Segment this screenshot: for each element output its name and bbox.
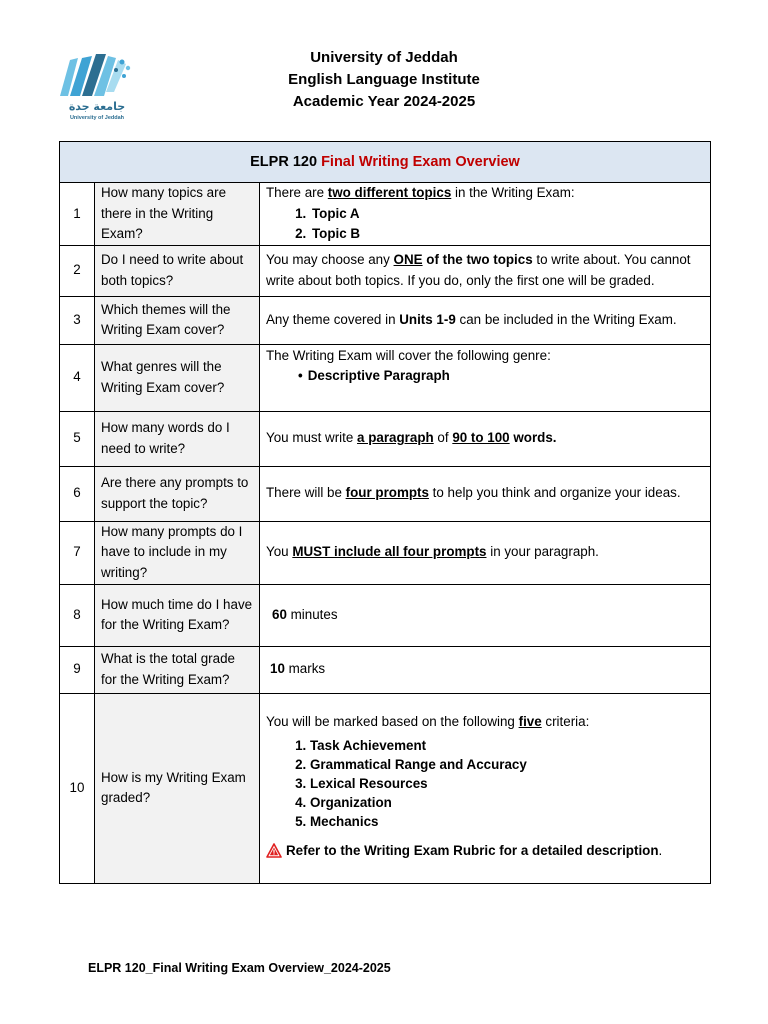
row-number: 6 (60, 466, 95, 521)
page-footer: ELPR 120_Final Writing Exam Overview_2024-2025 (88, 961, 391, 975)
list-item: 5. Mechanics (310, 812, 704, 831)
row-answer (260, 344, 711, 411)
row-question: How is my Writing Exam graded? (95, 693, 260, 883)
list-item: 2. Grammatical Range and Accuracy (310, 755, 704, 774)
row-question: Do I need to write about both topics? (95, 245, 260, 296)
answer-emphasis: a paragraph (357, 430, 434, 446)
row-answer (260, 183, 711, 246)
table-row (60, 466, 711, 521)
answer-emphasis: four prompts (345, 485, 429, 501)
row-answer (260, 466, 711, 521)
row-answer (260, 521, 711, 584)
answer-emphasis: MUST include all four prompts (292, 544, 487, 560)
answer-text: of (433, 430, 453, 446)
header-academic-year: Academic Year 2024-2025 (292, 93, 476, 110)
row-number: 7 (60, 521, 95, 584)
table-row (60, 183, 711, 246)
list-item: 1. Task Achievement (310, 736, 704, 755)
exam-overview-table (59, 141, 711, 884)
row-answer (260, 646, 711, 693)
row-answer (260, 296, 711, 344)
row-number: 3 (60, 296, 95, 344)
row-number: 9 (60, 646, 95, 693)
row-question: What genres will the Writing Exam cover? (95, 344, 260, 411)
answer-emphasis: five (518, 713, 542, 729)
answer-text: can be included in the Writing Exam. (455, 311, 677, 327)
answer-text: . (658, 843, 663, 858)
row-question: Are there any prompts to support the topic? (95, 466, 260, 521)
row-question: How many words do I need to write? (95, 411, 260, 466)
answer-bold: of the two topics (422, 252, 533, 267)
row-number: 8 (60, 584, 95, 646)
list-item: 2. Topic B (310, 224, 704, 245)
row-number: 1 (60, 183, 95, 246)
answer-emphasis: 90 to 100 (452, 430, 510, 446)
list-item: 1. Topic A (310, 204, 704, 225)
answer-text: There are (266, 185, 328, 200)
answer-text: You (266, 544, 293, 560)
answer-text: The Writing Exam will cover the following genre: (266, 347, 551, 363)
table-row (60, 693, 711, 883)
answer-bold: 60 (272, 606, 287, 622)
row-answer (260, 411, 711, 466)
genre-list (266, 366, 704, 387)
row-question: How many prompts do I have to include in my writing? (95, 521, 260, 584)
row-question: Which themes will the Writing Exam cover? (95, 296, 260, 344)
row-question: How many topics are there in the Writing Exam? (95, 183, 260, 246)
row-number: 5 (60, 411, 95, 466)
answer-text: in your paragraph. (486, 544, 599, 560)
answer-emphasis: two different topics (327, 185, 452, 200)
table-title-highlight: Final Writing Exam Overview (321, 153, 520, 170)
table-row (60, 344, 711, 411)
row-answer (260, 693, 711, 883)
rubric-note (266, 841, 704, 865)
table-row (60, 245, 711, 296)
answer-bold: words. (509, 430, 557, 446)
logo-arabic-text: جامعة جدة (68, 100, 126, 113)
list-item: • Descriptive Paragraph (298, 366, 704, 387)
answer-text: You must write (266, 430, 358, 446)
table-title (60, 142, 711, 183)
answer-text: to help you think and organize your ideas. (428, 485, 681, 501)
answer-text: There will be (266, 485, 346, 501)
row-number: 4 (60, 344, 95, 411)
list-item: 3. Lexical Resources (310, 774, 704, 793)
table-row (60, 411, 711, 466)
answer-text: in the Writing Exam: (451, 185, 575, 200)
row-answer (260, 584, 711, 646)
header-institute: English Language Institute (288, 71, 480, 88)
row-question: What is the total grade for the Writing Exam? (95, 646, 260, 693)
answer-bold: 10 (270, 661, 285, 677)
row-question: How much time do I have for the Writing Exam? (95, 584, 260, 646)
answer-emphasis: ONE (393, 252, 423, 267)
list-item: 4. Organization (310, 793, 704, 812)
answer-text: You may choose any (266, 252, 394, 267)
table-title-row (60, 142, 711, 183)
rubric-note-text: Refer to the Writing Exam Rubric for a detailed description (286, 843, 659, 858)
answer-text: to write about. You cannot write about both topics. If you do, only the first one will be graded. (266, 252, 691, 288)
table-title-prefix: ELPR 120 (250, 153, 322, 170)
table-row (60, 296, 711, 344)
table-row (60, 521, 711, 584)
answer-text: Any theme covered in (266, 311, 400, 327)
row-number: 10 (60, 693, 95, 883)
table-row (60, 584, 711, 646)
criteria-list (266, 736, 704, 831)
answer-text: criteria: (541, 713, 590, 729)
header-university: University of Jeddah (310, 49, 458, 66)
row-number: 2 (60, 245, 95, 296)
answer-text: minutes (286, 606, 338, 622)
row-answer (260, 245, 711, 296)
logo-english-text: University of Jeddah (69, 115, 125, 121)
document-header (0, 47, 768, 113)
warning-icon (266, 843, 282, 865)
table-row (60, 646, 711, 693)
topic-list (266, 204, 704, 245)
answer-bold: Units 1-9 (399, 311, 456, 327)
answer-text: marks (284, 661, 326, 677)
answer-text: You will be marked based on the following (266, 713, 519, 729)
